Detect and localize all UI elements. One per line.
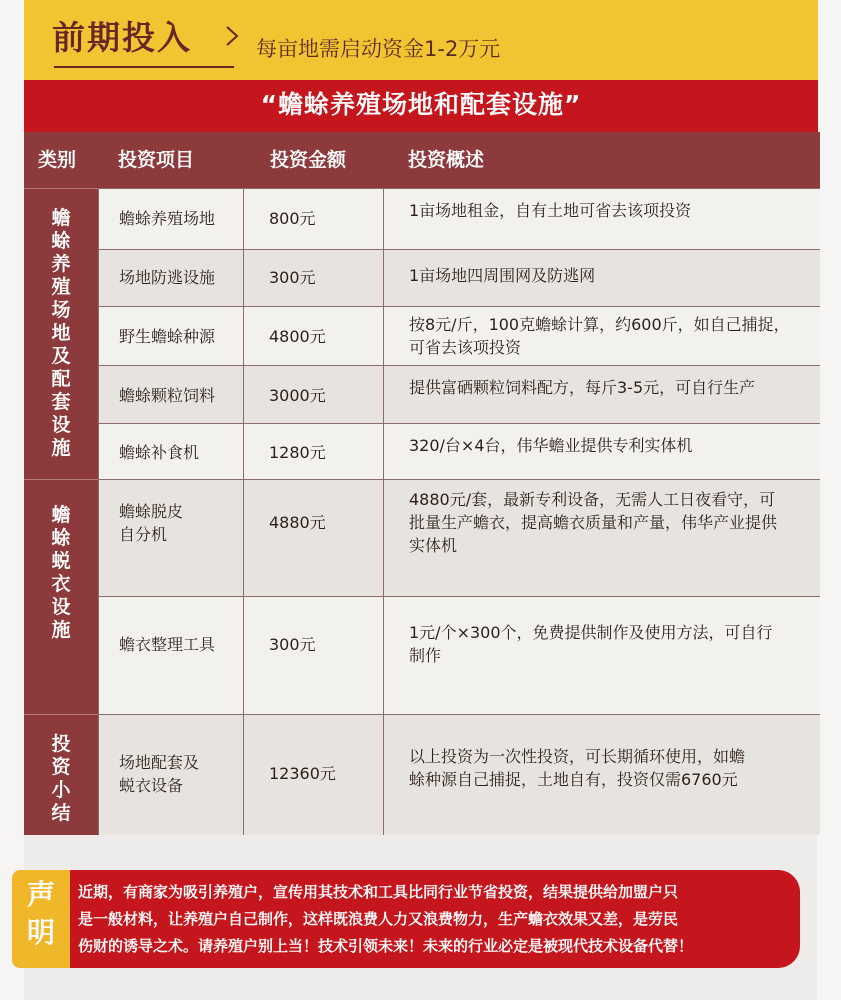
investment-table — [24, 132, 820, 842]
description-line: 提供富硒颗粒饲料配方，每斤3-5元，可自行生产 — [409, 378, 756, 397]
cell-description — [409, 376, 809, 399]
page-subtitle: 每亩地需启动资金1-2万元 — [256, 37, 501, 61]
item-line: 野生蟾蜍种源 — [119, 327, 216, 346]
description-line: 以上投资为一次性投资，可长期循环使用，如蟾 — [409, 747, 746, 766]
cell-divider — [98, 366, 99, 424]
table-row — [98, 714, 820, 835]
item-line: 蜕衣设备 — [119, 776, 184, 795]
category-char: 地 — [51, 322, 71, 344]
category-char: 配 — [51, 368, 71, 390]
table-row — [98, 249, 820, 307]
section-banner: “蟾蜍养殖场地和配套设施” — [24, 80, 818, 132]
cell-divider — [383, 189, 384, 250]
category-char: 结 — [51, 802, 71, 824]
cell-amount: 800元 — [269, 209, 316, 228]
category-farm-facilities — [24, 188, 98, 480]
description-line: 1亩场地四周围网及防逃网 — [409, 266, 596, 285]
cell-divider — [243, 366, 244, 424]
cell-description — [409, 264, 809, 287]
cell-description — [409, 313, 809, 359]
table-row — [98, 188, 820, 250]
cell-divider — [98, 424, 99, 480]
category-char: 投 — [51, 733, 71, 755]
cell-divider — [243, 307, 244, 366]
table-row — [98, 365, 820, 424]
category-char: 蜍 — [51, 527, 71, 549]
disclaimer-line: 近期，有商家为吸引养殖户，宣传用其技术和工具比同行业节省投资，结果提供给加盟户只 — [78, 883, 679, 901]
item-line: 场地配套及 — [119, 753, 200, 772]
table-row — [98, 306, 820, 366]
item-line: 自分机 — [119, 525, 168, 544]
description-line: 实体机 — [409, 536, 458, 555]
disclaimer-badge-char: 声 — [26, 878, 55, 911]
item-line: 蟾蜍养殖场地 — [119, 209, 216, 228]
category-char: 衣 — [51, 573, 71, 595]
left-margin — [0, 0, 24, 1000]
category-summary — [24, 714, 98, 835]
category-char: 蜕 — [51, 550, 71, 572]
description-line: 320/台×4台，伟华蟾业提供专利实体机 — [409, 436, 693, 455]
item-line: 蟾蜍补食机 — [119, 443, 200, 462]
category-char: 施 — [51, 619, 71, 641]
cell-description — [409, 621, 809, 667]
description-line: 1亩场地租金，自有土地可省去该项投资 — [409, 201, 692, 220]
cell-divider — [98, 480, 99, 597]
cell-item — [119, 633, 215, 656]
category-char: 场 — [51, 299, 71, 321]
cell-divider — [243, 597, 244, 715]
item-line: 蟾蜍脱皮 — [119, 502, 184, 521]
category-molting-equipment — [24, 479, 98, 715]
cell-divider — [98, 597, 99, 715]
page-title: 前期投入 — [52, 18, 192, 57]
cell-divider — [243, 715, 244, 835]
cell-divider — [243, 250, 244, 307]
cell-divider — [383, 424, 384, 480]
cell-divider — [383, 480, 384, 597]
item-line: 蟾衣整理工具 — [119, 635, 216, 654]
category-char: 蟾 — [51, 207, 71, 229]
cell-divider — [98, 715, 99, 835]
cell-item — [119, 384, 215, 407]
cell-divider — [383, 366, 384, 424]
cell-amount: 1280元 — [269, 443, 326, 462]
category-char: 资 — [51, 756, 71, 778]
cell-divider — [383, 715, 384, 835]
cell-description — [409, 434, 809, 457]
column-header-description: 投资概述 — [408, 149, 485, 171]
cell-divider — [243, 424, 244, 480]
right-margin — [817, 0, 841, 1000]
cell-item — [119, 500, 183, 546]
cell-divider — [383, 307, 384, 366]
column-header-amount: 投资金额 — [270, 149, 347, 171]
cell-divider — [383, 250, 384, 307]
cell-amount: 4800元 — [269, 327, 326, 346]
cell-item — [119, 325, 215, 348]
disclaimer-body — [70, 870, 800, 968]
description-line: 4880元/套，最新专利设备，无需人工日夜看守，可 — [409, 490, 776, 509]
cell-amount: 12360元 — [269, 764, 336, 783]
title-underline — [54, 66, 234, 68]
cell-amount: 3000元 — [269, 386, 326, 405]
description-line: 制作 — [409, 646, 442, 665]
category-char: 设 — [51, 596, 71, 618]
column-header-item: 投资项目 — [118, 149, 195, 171]
cell-description — [409, 488, 809, 557]
table-row — [98, 423, 820, 480]
category-char: 蜍 — [51, 230, 71, 252]
description-line: 1元/个×300个，免费提供制作及使用方法，可自行 — [409, 623, 773, 642]
column-header-category: 类别 — [38, 149, 77, 171]
category-char: 设 — [51, 414, 71, 436]
item-line: 场地防逃设施 — [119, 268, 216, 287]
cell-item — [119, 266, 215, 289]
disclaimer-line: 是一般材料，让养殖户自己制作，这样既浪费人力又浪费物力，生产蟾衣效果又差，是劳民 — [78, 910, 679, 928]
cell-item — [119, 441, 199, 464]
item-line: 蟾蜍颗粒饲料 — [119, 386, 216, 405]
category-char: 套 — [51, 391, 71, 413]
description-line: 批量生产蟾衣，提高蟾衣质量和产量，伟华产业提供 — [409, 513, 778, 532]
disclaimer-badge-char: 明 — [26, 916, 55, 949]
cell-amount: 4880元 — [269, 513, 326, 532]
table-row — [98, 596, 820, 715]
cell-description — [409, 745, 809, 791]
cell-amount: 300元 — [269, 268, 316, 287]
category-char: 小 — [51, 779, 71, 801]
cell-item — [119, 207, 215, 230]
cell-item — [119, 751, 199, 797]
category-label — [24, 207, 98, 460]
disclaimer-notice — [12, 870, 800, 968]
description-line: 蜍种源自己捕捉，土地自有，投资仅需6760元 — [409, 770, 738, 789]
cell-description — [409, 199, 809, 222]
cell-divider — [383, 597, 384, 715]
cell-divider — [98, 189, 99, 250]
table-row — [98, 479, 820, 597]
category-char: 养 — [51, 253, 71, 275]
category-char: 及 — [51, 345, 71, 367]
disclaimer-line: 伤财的诱导之术。请养殖户别上当！技术引领未来！未来的行业必定是被现代技术设备代替！ — [78, 937, 694, 955]
description-line: 按8元/斤，100克蟾蜍计算，约600斤，如自己捕捉， — [409, 315, 790, 334]
category-label — [24, 733, 98, 825]
category-char: 施 — [51, 437, 71, 459]
chevron-right-icon — [220, 24, 244, 48]
description-line: 可省去该项投资 — [409, 338, 522, 357]
disclaimer-badge — [12, 870, 70, 968]
cell-divider — [98, 250, 99, 307]
cell-divider — [243, 480, 244, 597]
cell-divider — [98, 307, 99, 366]
cell-amount: 300元 — [269, 635, 316, 654]
category-char: 殖 — [51, 276, 71, 298]
table-header — [24, 132, 820, 188]
cell-divider — [243, 189, 244, 250]
category-label — [24, 504, 98, 642]
top-header — [24, 0, 818, 80]
category-char: 蟾 — [51, 504, 71, 526]
